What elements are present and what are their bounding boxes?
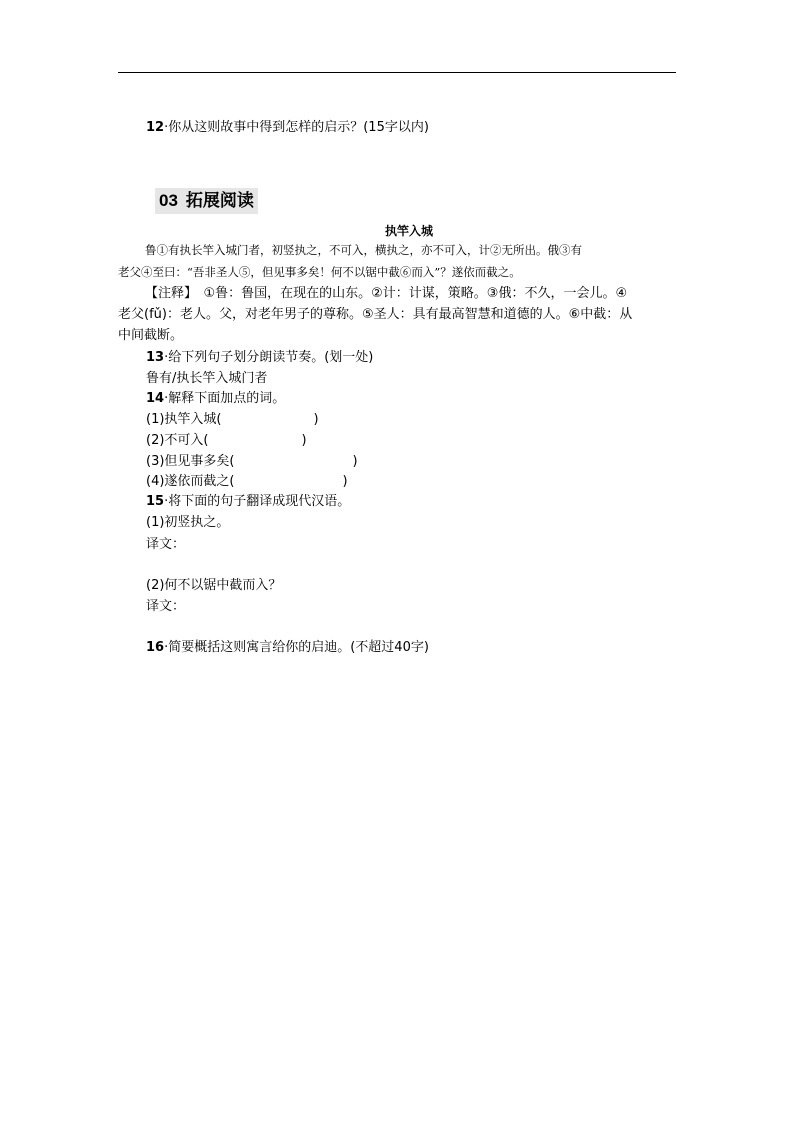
- q14-item-close: ): [342, 474, 348, 489]
- question-13: [146, 348, 373, 368]
- passage-line-1: 鲁①有执长竿入城门者，初竖执之，不可入，横执之，亦不可入，计②无所出。俄③有: [145, 243, 582, 257]
- question-14: [146, 389, 285, 409]
- question-text: ·将下面的句子翻译成现代汉语。: [164, 494, 351, 509]
- q14-item-close: ): [313, 412, 319, 427]
- question-text: ·你从这则故事中得到怎样的启示？(15字以内): [164, 120, 429, 135]
- section-heading: [155, 188, 258, 214]
- q14-item-2: [146, 431, 307, 451]
- q14-item-label: (3)但见事多矣(: [146, 454, 235, 469]
- question-text: ·解释下面加点的词。: [164, 391, 286, 406]
- passage-title: 执竿入城: [385, 224, 434, 238]
- q13-sentence: 鲁有/执长竿入城门者: [146, 371, 268, 386]
- q14-item-label: (2)不可入(: [146, 433, 209, 448]
- q15-translation-1: 译文：: [146, 537, 186, 552]
- q14-item-label: (4)遂依而截之(: [146, 474, 235, 489]
- q14-item-1: [146, 410, 319, 430]
- q14-item-3: [146, 452, 358, 472]
- question-text: ·给下列句子划分朗读节奏。(划一处): [164, 350, 374, 365]
- notes-line-2: 老父(fǔ)：老人。父，对老年男子的尊称。⑤圣人：具有最高智慧和道德的人。⑥中截：从: [118, 307, 633, 322]
- question-number: 14: [146, 391, 165, 406]
- q15-item-1: (1)初竖执之。: [146, 515, 230, 530]
- question-number: 13: [146, 350, 165, 365]
- question-number: 12: [146, 120, 165, 135]
- q15-item-2: (2)何不以锯中截而入？: [146, 578, 282, 593]
- q15-translation-2: 译文：: [146, 599, 186, 614]
- section-title: 拓展阅读: [185, 191, 254, 211]
- notes-line-3: 中间截断。: [118, 328, 184, 343]
- q14-item-label: (1)执竿入城(: [146, 412, 222, 427]
- passage-line-2: 老父④至曰：“吾非圣人⑤，但见事多矣！何不以锯中截⑥而入”？遂依而截之。: [118, 265, 521, 279]
- question-12: [146, 118, 429, 138]
- question-number: 16: [146, 640, 165, 655]
- question-16: [146, 638, 429, 658]
- question-15: [146, 492, 350, 512]
- q14-item-close: ): [352, 454, 358, 469]
- question-number: 15: [146, 494, 165, 509]
- question-text: ·简要概括这则寓言给你的启迪。(不超过40字): [164, 640, 429, 655]
- header-rule: [118, 72, 676, 73]
- notes-line-1: 【注释】 ①鲁：鲁国，在现在的山东。②计：计谋，策略。③俄：不久，一会儿。④: [145, 286, 628, 301]
- section-number: 03: [159, 191, 178, 210]
- q14-item-4: [146, 472, 348, 492]
- q14-item-close: ): [301, 433, 307, 448]
